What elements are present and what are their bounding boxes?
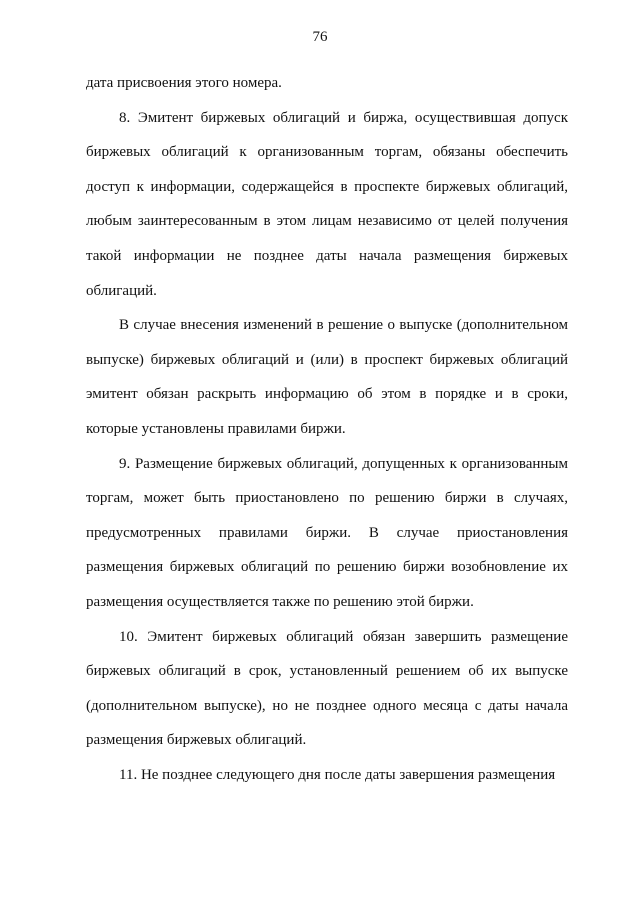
paragraph-item-8: 8. Эмитент биржевых облигаций и биржа, осуществившая допуск биржевых облигаций к организованным торгам, обязаны обеспечить доступ к информации, содержащейся в проспекте биржевых облигаций, любым заинтересованным в этом лицам независимо от целей получения такой информации не позднее даты начала размещения биржевых облигаций. [86,109,568,299]
paragraph-item-9: 9. Размещение биржевых облигаций, допущенных к организованным торгам, может быть приостановлено по решению биржи в случаях, предусмотренных правилами биржи. В случае приостановления размещения биржевых облигаций по решению биржи возобновление их размещения осуществляется также по решению этой биржи. [86,455,568,610]
paragraph-amendments: В случае внесения изменений в решение о выпуске (дополнительном выпуске) биржевых облигаций и (или) в проспект биржевых облигаций эмитент обязан раскрыть информацию об этом в порядке и в сроки, которые установлены правилами биржи. [86,317,568,437]
paragraph-item-11: 11. Не позднее следующего дня после даты завершения размещения [119,766,556,783]
page-number: 76 [312,29,328,45]
document-body [86,66,568,792]
paragraph-continuation: дата присвоения этого номера. [86,75,282,91]
paragraph-item-10: 10. Эмитент биржевых облигаций обязан завершить размещение биржевых облигаций в срок, установленный решением об их выпуске (дополнительном выпуске), но не позднее одного месяца с даты начала размещения биржевых облигаций. [86,628,568,749]
